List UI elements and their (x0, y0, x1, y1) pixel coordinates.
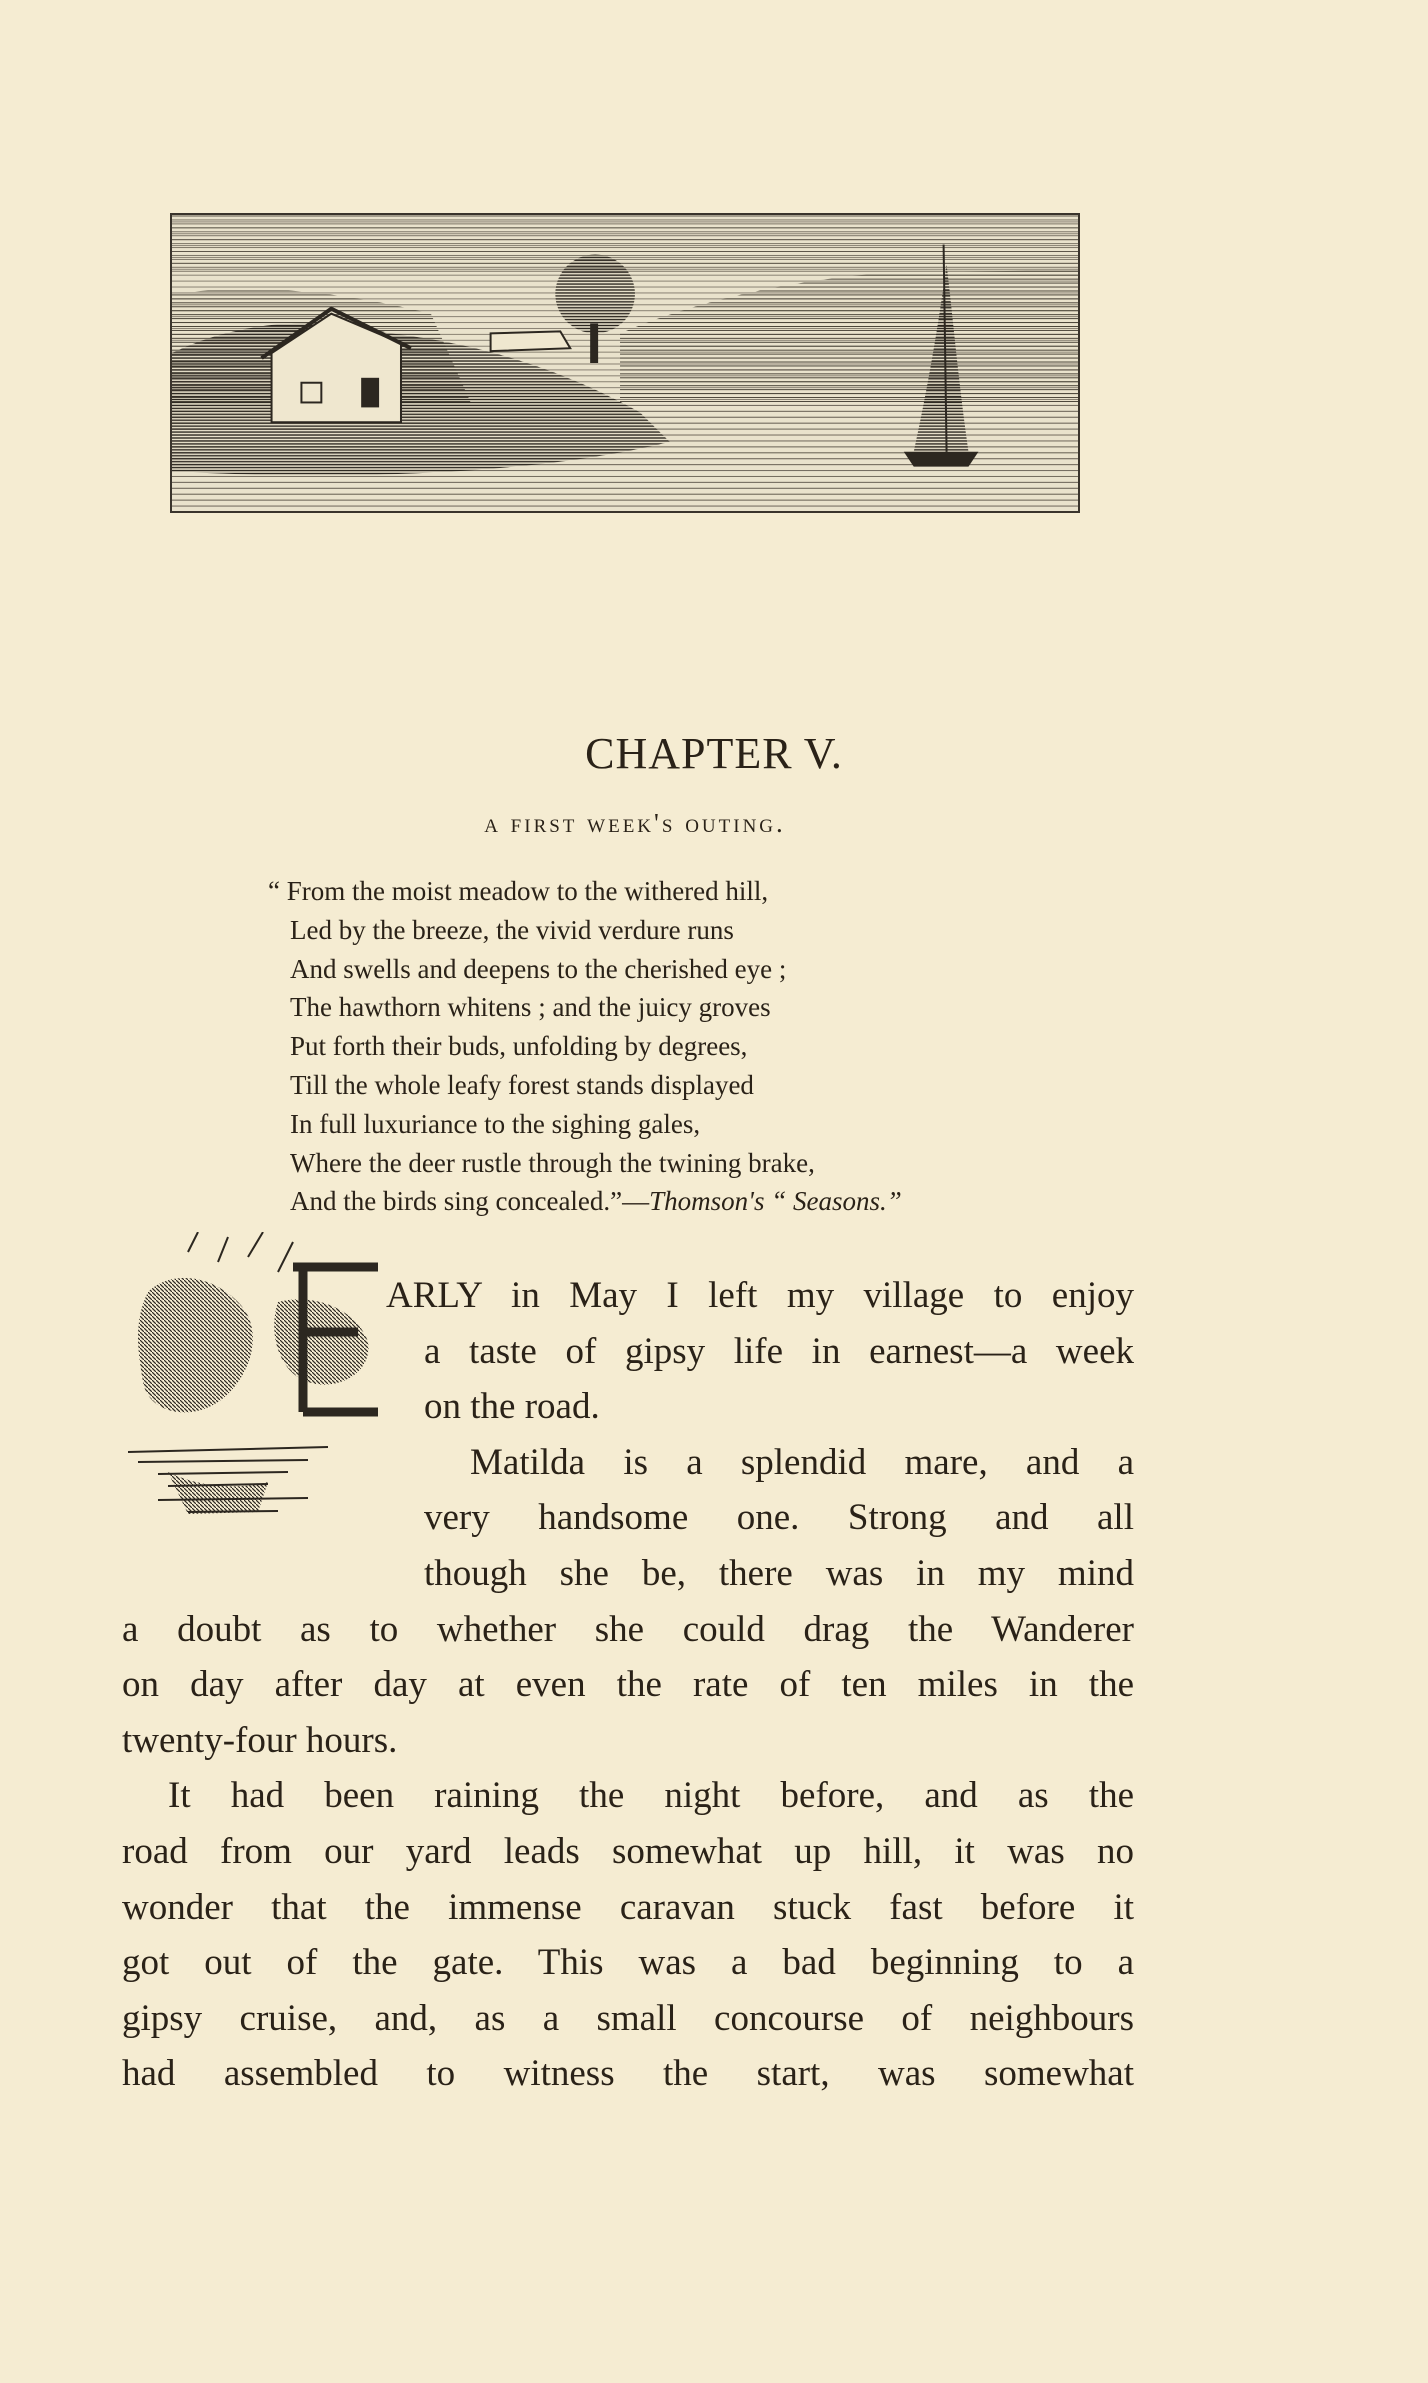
epigraph-line: In full luxuriance to the sighing gales, (290, 1108, 701, 1139)
body-line: gipsy cruise, and, as a small concourse of neighbours (122, 1997, 1134, 2039)
epigraph-poem (268, 872, 1088, 1221)
body-line: road from our yard leads somewhat up hill, it was no (122, 1830, 1134, 1872)
epigraph-last-text: And the birds sing concealed.”— (290, 1186, 650, 1217)
body-line: on the road. (424, 1386, 600, 1428)
epigraph-last-line (268, 1182, 1088, 1221)
epigraph-line: The hawthorn whitens ; and the juicy groves (290, 992, 771, 1023)
engraving-illustration (172, 215, 1078, 511)
engraving-lakeside-cottage (170, 213, 1080, 513)
body-line: ARLY in May I left my village to enjoy (386, 1275, 1134, 1316)
epigraph-line: Where the deer rustle through the twining brake, (290, 1147, 815, 1178)
chapter-subtitle (0, 808, 1270, 839)
body-line: Matilda is a splendid mare, and a (470, 1441, 1134, 1483)
epigraph-line: “ From the moist meadow to the withered hill, (268, 876, 769, 906)
body-line: had assembled to witness the start, was somewhat (122, 2053, 1134, 2095)
epigraph-line: Led by the breeze, the vivid verdure runs (290, 914, 734, 945)
chapter-body-text (122, 1268, 1134, 2102)
epigraph-line: And swells and deepens to the cherished eye ; (290, 953, 787, 984)
body-line: on day after day at even the rate of ten miles in the (122, 1664, 1134, 1706)
epigraph-line: Put forth their buds, unfolding by degrees, (290, 1031, 748, 1062)
chapter-subtitle-text: a first week's outing. (484, 808, 786, 838)
body-line: very handsome one. Strong and all (424, 1497, 1134, 1539)
body-line: It had been raining the night before, and as the (168, 1775, 1134, 1817)
body-line: got out of the gate. This was a bad beginning to a (122, 1942, 1134, 1984)
epigraph-line: Till the whole leafy forest stands displayed (290, 1069, 754, 1100)
body-line: a doubt as to whether she could drag the Wanderer (122, 1608, 1134, 1650)
chapter-title: CHAPTER V. (585, 729, 843, 778)
body-line: twenty-four hours. (122, 1719, 398, 1761)
body-line: wonder that the immense caravan stuck fast before it (122, 1886, 1134, 1928)
epigraph-attribution: Thomson's “ Seasons.” (649, 1186, 902, 1217)
body-line: though she be, there was in my mind (424, 1552, 1134, 1594)
body-line: a taste of gipsy life in earnest—a week (424, 1330, 1134, 1372)
